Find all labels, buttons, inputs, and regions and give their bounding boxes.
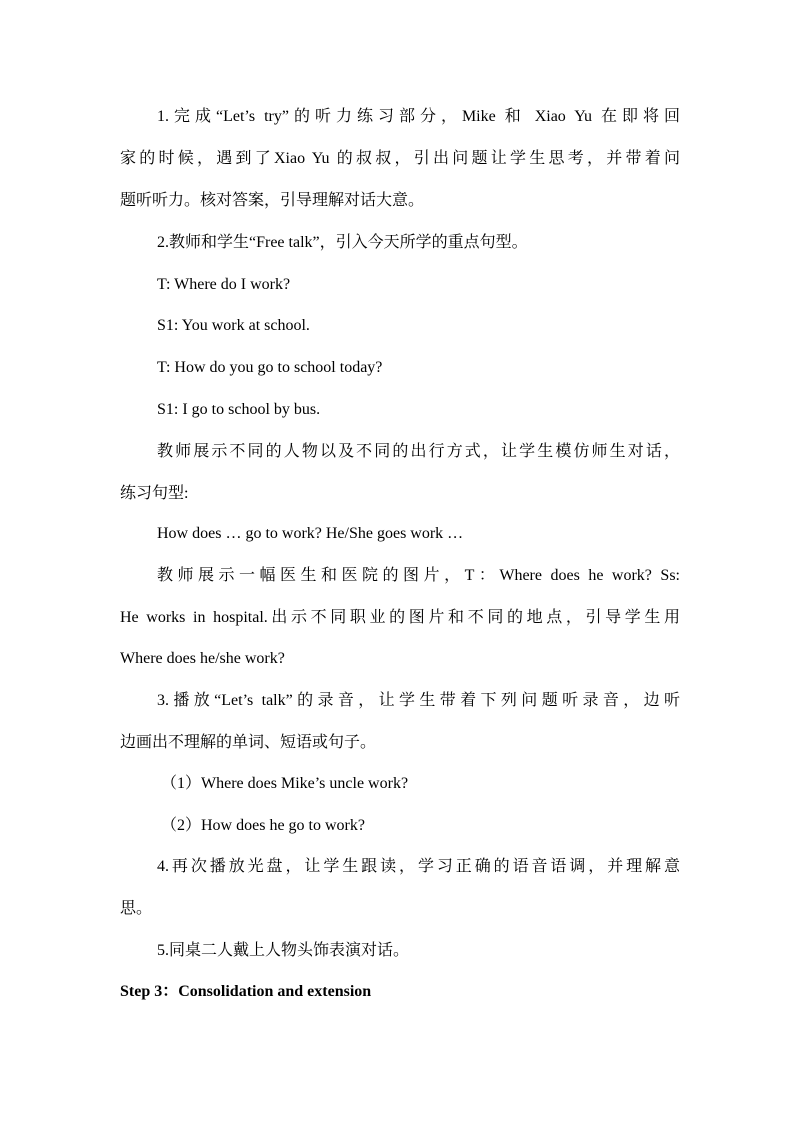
paragraph-5-line-2: 边画出不理解的单词、短语或句子。 — [120, 734, 377, 751]
section-heading: Step 3：Consolidation and extension — [120, 983, 372, 1000]
sentence-pattern: How does … go to work? He/She goes work … — [157, 525, 464, 542]
question-item: （2）How does he go to work? — [161, 817, 365, 834]
paragraph-7: 5.同桌二人戴上人物头饰表演对话。 — [157, 942, 410, 959]
dialogue-line: S1: You work at school. — [157, 317, 310, 334]
paragraph-4-line-1: 教师展示一幅医生和医院的图片，T：Where does he work? Ss: — [157, 567, 680, 584]
paragraph-4-line-2: He works in hospital.出示不同职业的图片和不同的地点，引导学生用 — [120, 609, 680, 626]
paragraph-1-line-2: 家的时候，遇到了Xiao Yu 的叔叔，引出问题让学生思考，并带着问 — [120, 150, 680, 167]
paragraph-5-line-1: 3.播放“Let’s talk”的录音，让学生带着下列问题听录音，边听 — [157, 692, 680, 709]
paragraph-1-line-3: 题听听力。核对答案，引导理解对话大意。 — [120, 192, 425, 209]
dialogue-line: S1: I go to school by bus. — [157, 401, 321, 418]
paragraph-3-line-2: 练习句型: — [120, 485, 189, 502]
paragraph-4-line-3: Where does he/she work? — [120, 650, 285, 667]
paragraph-3-line-1: 教师展示不同的人物以及不同的出行方式，让学生模仿师生对话， — [157, 443, 680, 460]
paragraph-1-line-1: 1.完成“Let’s try”的听力练习部分，Mike 和 Xiao Yu 在即将回 — [157, 108, 680, 125]
dialogue-line: T: How do you go to school today? — [157, 359, 383, 376]
paragraph-6-line-1: 4.再次播放光盘，让学生跟读，学习正确的语音语调，并理解意 — [157, 858, 680, 875]
paragraph-2: 2.教师和学生“Free talk”，引入今天所学的重点句型。 — [157, 234, 528, 251]
paragraph-6-line-2: 思。 — [120, 900, 153, 917]
question-item: （1）Where does Mike’s uncle work? — [161, 775, 409, 792]
dialogue-line: T: Where do I work? — [157, 276, 291, 293]
